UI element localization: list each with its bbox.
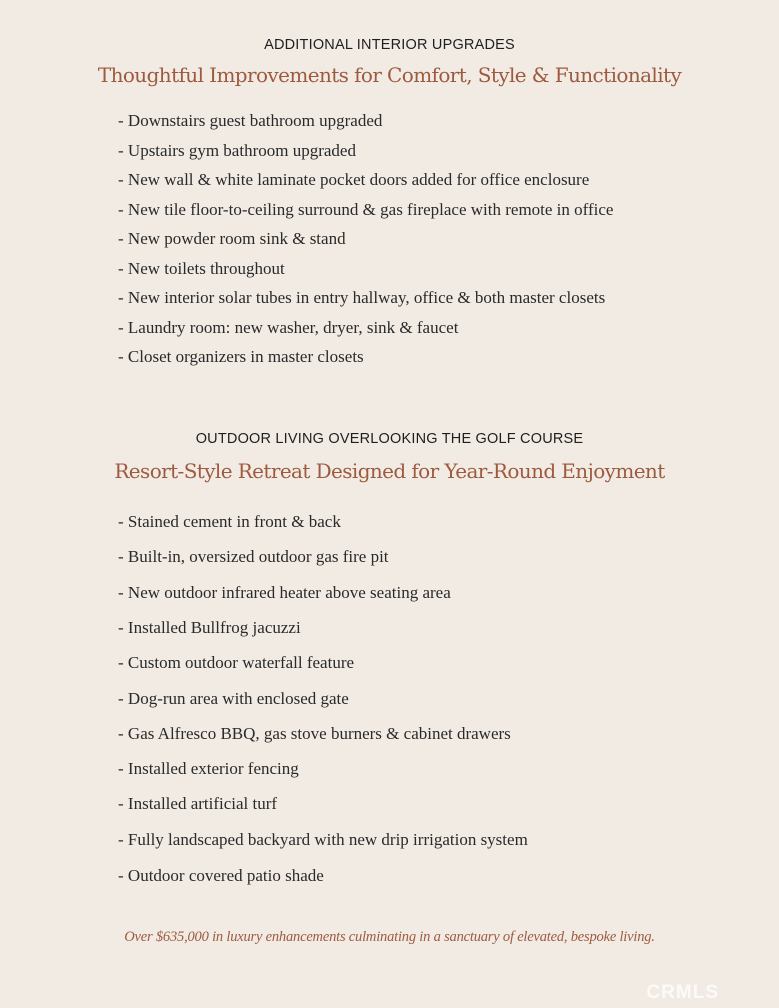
list-item: - New interior solar tubes in entry hallway, office & both master closets — [118, 288, 606, 307]
list-item: - Installed artificial turf — [118, 794, 278, 813]
list-item: - New wall & white laminate pocket doors added for office enclosure — [118, 170, 590, 189]
list-item: - Installed Bullfrog jacuzzi — [118, 618, 301, 637]
list-item: - Installed exterior fencing — [118, 759, 299, 778]
section-eyebrow: ADDITIONAL INTERIOR UPGRADES — [264, 37, 515, 53]
list-item: - New toilets throughout — [118, 259, 285, 278]
list-item: - Stained cement in front & back — [118, 512, 341, 531]
list-item: - New tile floor-to-ceiling surround & gas fireplace with remote in office — [118, 200, 614, 219]
list-item: - Built-in, oversized outdoor gas fire pit — [118, 547, 389, 566]
section-heading: Resort-Style Retreat Designed for Year-Round Enjoyment — [114, 459, 665, 483]
list-item: - New powder room sink & stand — [118, 229, 346, 248]
section-eyebrow: OUTDOOR LIVING OVERLOOKING THE GOLF COURSE — [195, 431, 584, 447]
list-item: - New outdoor infrared heater above seating area — [118, 583, 451, 602]
list-item: - Laundry room: new washer, dryer, sink & faucet — [118, 318, 459, 337]
watermark: CRMLS — [646, 982, 719, 1003]
list-item: - Closet organizers in master closets — [118, 347, 364, 366]
list-item: - Outdoor covered patio shade — [118, 866, 324, 885]
list-item: - Dog-run area with enclosed gate — [118, 689, 349, 708]
list-item: - Downstairs guest bathroom upgraded — [118, 111, 383, 130]
list-item: - Fully landscaped backyard with new drip irrigation system — [118, 830, 528, 849]
section-heading: Thoughtful Improvements for Comfort, Style & Functionality — [97, 63, 682, 87]
list-item: - Upstairs gym bathroom upgraded — [118, 141, 356, 160]
list-item: - Custom outdoor waterfall feature — [118, 653, 355, 672]
closing-statement: Over $635,000 in luxury enhancements culminating in a sanctuary of elevated, bespoke living. — [124, 929, 655, 945]
list-item: - Gas Alfresco BBQ, gas stove burners & cabinet drawers — [118, 724, 511, 743]
